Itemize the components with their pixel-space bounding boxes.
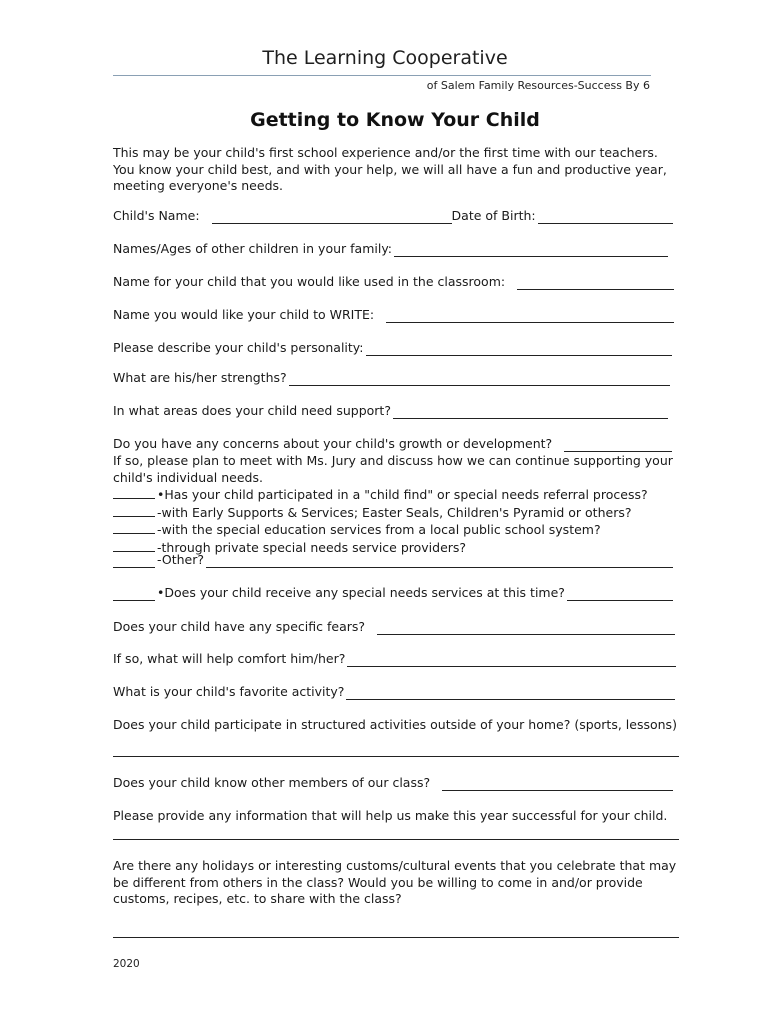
services-row	[113, 585, 673, 601]
checklist-text: -with the special education services from a local public school system?	[157, 522, 601, 537]
support-row	[113, 403, 668, 419]
child-name-field[interactable]	[212, 210, 452, 224]
personality-label: Please describe your child's personality:	[113, 340, 364, 355]
write-name-label: Name you would like your child to WRITE:	[113, 307, 375, 322]
classroom-name-row	[113, 274, 674, 290]
classmates-field[interactable]	[442, 777, 673, 791]
concerns-followup	[113, 453, 673, 486]
strengths-label: What are his/her strengths?	[113, 370, 287, 385]
services-label: •Does your child receive any special needs services at this time?	[157, 585, 565, 600]
favorite-label: What is your child's favorite activity?	[113, 684, 345, 699]
checklist-text: -with Early Supports & Services; Easter Seals, Children's Pyramid or others?	[157, 504, 632, 520]
form-title: Getting to Know Your Child	[250, 109, 540, 131]
favorite-row	[113, 684, 675, 700]
holidays-field[interactable]	[113, 937, 679, 938]
followup-line: child's individual needs.	[113, 469, 263, 485]
organization-name: The Learning Cooperative	[262, 47, 508, 69]
fears-label: Does your child have any specific fears?	[113, 619, 366, 634]
checklist-item	[113, 486, 648, 504]
fears-row	[113, 619, 675, 635]
checklist-item	[113, 521, 648, 539]
checklist-blank[interactable]	[113, 555, 155, 568]
checklist-blank[interactable]	[113, 486, 155, 499]
footer-year: 2020	[113, 958, 140, 970]
dob-label: Date of Birth:	[451, 208, 536, 223]
structured-label: Does your child participate in structured activities outside of your home? (sports, lessons)	[113, 717, 677, 732]
followup-line: If so, please plan to meet with Ms. Jury and discuss how we can continue supporting your	[113, 453, 673, 468]
classroom-name-label: Name for your child that you would like used in the classroom:	[113, 274, 506, 289]
personality-row	[113, 340, 672, 356]
holidays-line: Are there any holidays or interesting customs/cultural events that you celebrate that may	[113, 858, 677, 873]
child-name-row	[113, 208, 673, 224]
write-name-field[interactable]	[386, 309, 674, 323]
header-divider	[113, 75, 651, 76]
structured-field[interactable]	[113, 756, 679, 757]
classroom-name-field[interactable]	[517, 276, 674, 290]
holidays-line: customs, recipes, etc. to share with the class?	[113, 891, 402, 906]
intro-line: This may be your child's first school experience and/or the first time with our teachers.	[113, 145, 658, 160]
comfort-label: If so, what will help comfort him/her?	[113, 651, 346, 666]
intro-paragraph	[113, 145, 667, 195]
concerns-field[interactable]	[564, 438, 672, 452]
classmates-row	[113, 775, 673, 791]
success-info-field[interactable]	[113, 839, 679, 840]
strengths-field[interactable]	[289, 372, 670, 386]
intro-line: meeting everyone's needs.	[113, 178, 283, 193]
checklist-blank[interactable]	[113, 504, 155, 517]
support-label: In what areas does your child need support?	[113, 403, 391, 418]
dob-field[interactable]	[538, 210, 673, 224]
checklist-text: -through private special needs service providers?	[157, 539, 467, 555]
referral-checklist	[113, 486, 648, 556]
concerns-row	[113, 436, 672, 452]
intro-line: You know your child best, and with your help, we will all have a fun and productive year,	[113, 161, 667, 177]
concerns-label: Do you have any concerns about your child's growth or development?	[113, 436, 553, 451]
comfort-row	[113, 651, 676, 667]
strengths-row	[113, 370, 670, 386]
checklist-item	[113, 504, 648, 522]
other-field[interactable]	[206, 554, 673, 568]
holidays-question	[113, 858, 676, 908]
siblings-field[interactable]	[394, 243, 668, 257]
organization-subtitle: of Salem Family Resources-Success By 6	[426, 79, 650, 92]
personality-field[interactable]	[366, 342, 673, 356]
child-name-label: Child's Name:	[113, 208, 200, 223]
fears-field[interactable]	[377, 621, 675, 635]
siblings-row	[113, 241, 668, 257]
comfort-field[interactable]	[347, 653, 676, 667]
checklist-blank[interactable]	[113, 539, 155, 552]
success-info-label: Please provide any information that will help us make this year successful for your child.	[113, 808, 668, 823]
write-name-row	[113, 307, 674, 323]
checklist-blank[interactable]	[113, 521, 155, 534]
favorite-field[interactable]	[346, 686, 675, 700]
checklist-text: •Has your child participated in a "child find" or special needs referral process?	[157, 487, 648, 502]
checklist-other-row	[113, 552, 673, 568]
checklist-other-label: -Other?	[157, 552, 204, 567]
support-field[interactable]	[393, 405, 668, 419]
siblings-label: Names/Ages of other children in your family:	[113, 241, 393, 256]
classmates-label: Does your child know other members of our class?	[113, 775, 431, 790]
holidays-line: be different from others in the class? Would you be willing to come in and/or provide	[113, 874, 643, 890]
services-field[interactable]	[567, 587, 673, 601]
services-blank[interactable]	[113, 588, 155, 601]
